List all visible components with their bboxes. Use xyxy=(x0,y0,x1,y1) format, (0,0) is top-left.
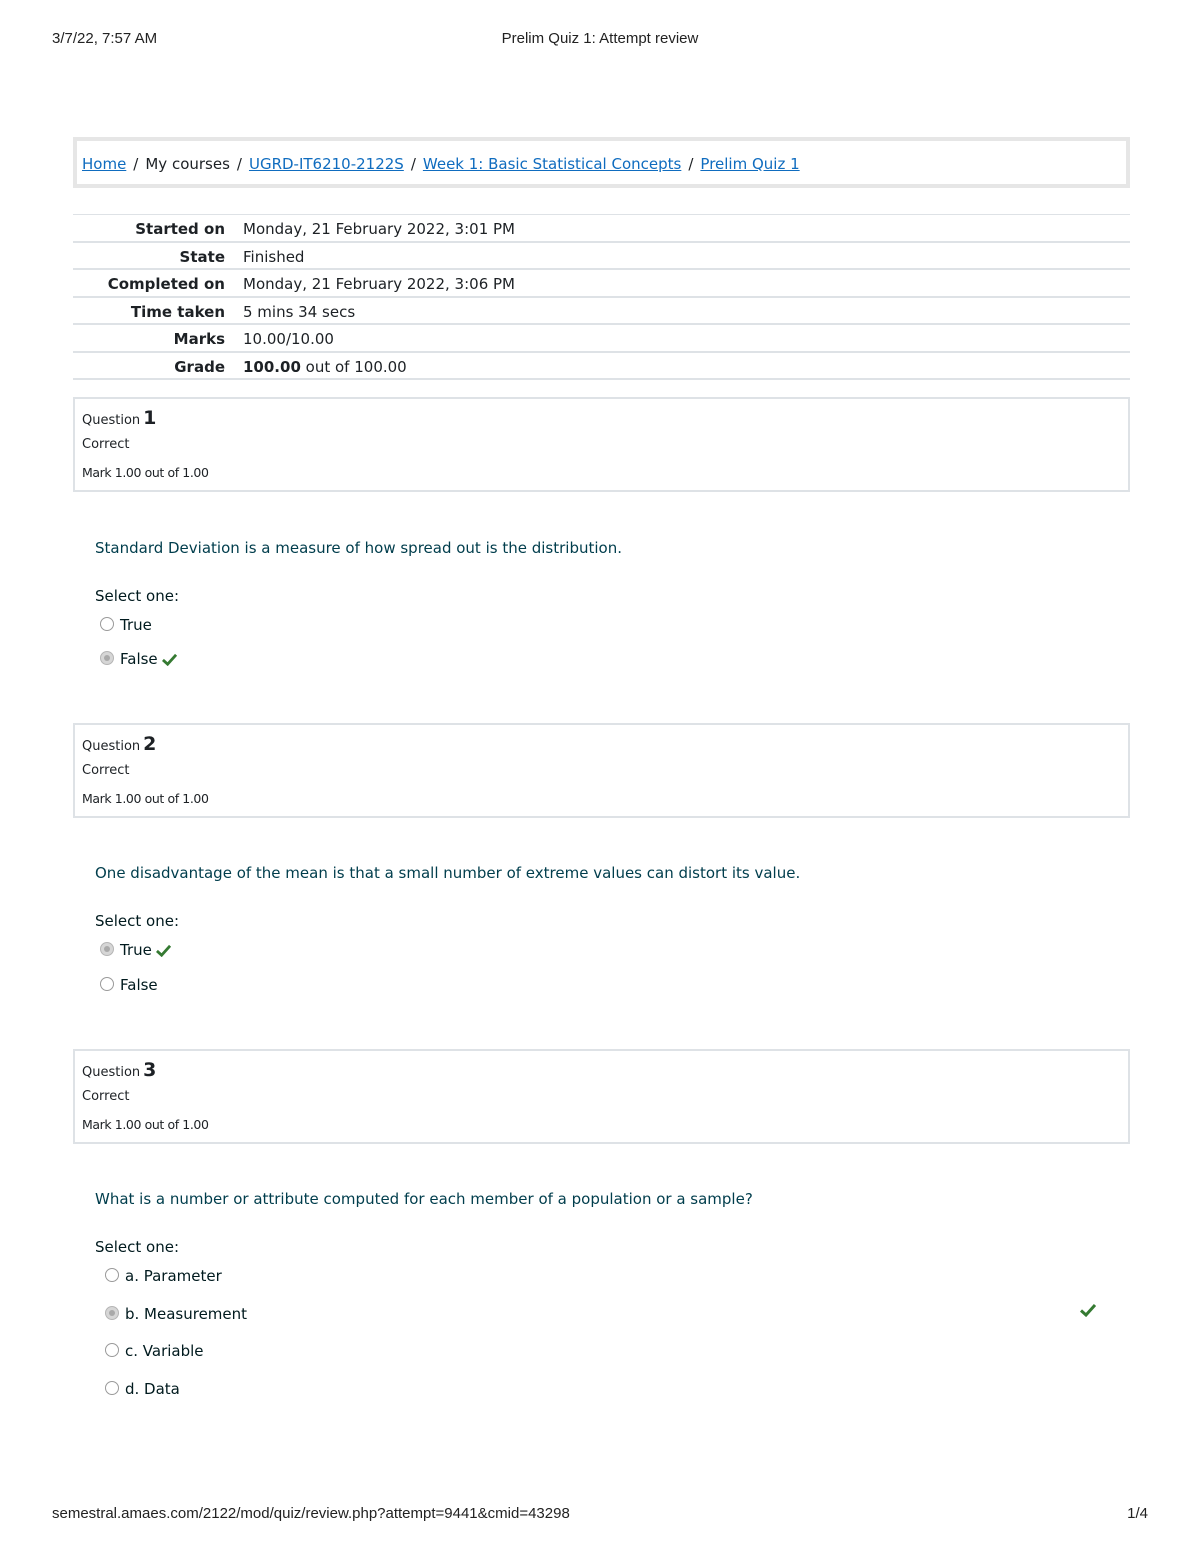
question-number xyxy=(82,407,156,429)
breadcrumb-home-link[interactable]: Home xyxy=(82,155,127,173)
question-grade: Mark 1.00 out of 1.00 xyxy=(82,791,209,806)
summary-value: Finished xyxy=(243,247,305,266)
summary-value: 5 mins 34 secs xyxy=(243,302,356,321)
answer-option-b[interactable] xyxy=(105,1305,247,1327)
breadcrumb xyxy=(73,137,1130,188)
summary-value xyxy=(243,358,407,376)
answer-option-false[interactable] xyxy=(100,976,158,998)
question-state: Correct xyxy=(82,437,130,452)
answer-option-false[interactable] xyxy=(100,650,177,672)
answer-option-true[interactable] xyxy=(100,616,152,638)
select-one-prompt: Select one: xyxy=(95,1238,180,1256)
summary-label: Marks xyxy=(173,330,225,348)
question-text-2: One disadvantage of the mean is that a small number of extreme values can distort its value. xyxy=(95,864,801,882)
select-one-prompt: Select one: xyxy=(95,912,180,930)
radio-button[interactable] xyxy=(105,1343,119,1357)
breadcrumb-my-courses: My courses xyxy=(145,155,230,173)
summary-row-started-on xyxy=(73,215,1130,243)
question-state: Correct xyxy=(82,763,130,778)
summary-label: Completed on xyxy=(107,275,225,293)
option-label: b. Measurement xyxy=(125,1305,248,1323)
question-num: 3 xyxy=(143,1059,157,1081)
option-label: c. Variable xyxy=(125,1342,204,1360)
option-label: False xyxy=(120,650,158,668)
option-label: a. Parameter xyxy=(125,1267,222,1285)
question-info-2 xyxy=(73,723,1130,818)
breadcrumb-quiz-link[interactable]: Prelim Quiz 1 xyxy=(700,155,800,173)
grade-out-of: out of 100.00 xyxy=(305,357,407,376)
breadcrumb-separator: / xyxy=(236,155,242,173)
summary-label: Time taken xyxy=(130,302,225,321)
option-label: True xyxy=(120,941,152,959)
summary-row-state xyxy=(73,243,1130,271)
summary-row-completed-on xyxy=(73,270,1130,298)
radio-button[interactable] xyxy=(105,1268,119,1282)
radio-button[interactable] xyxy=(100,617,114,631)
summary-row-time-taken xyxy=(73,298,1130,326)
radio-button[interactable] xyxy=(105,1381,119,1395)
print-header xyxy=(52,30,1148,50)
question-text-3: What is a number or attribute computed for each member of a population or a sample? xyxy=(95,1190,753,1208)
option-label: True xyxy=(120,616,152,634)
breadcrumb-separator: / xyxy=(410,155,416,173)
print-footer xyxy=(52,1505,1148,1525)
summary-label: State xyxy=(179,247,225,266)
question-info-3 xyxy=(73,1049,1130,1144)
question-number xyxy=(82,733,156,755)
breadcrumb-separator: / xyxy=(133,155,139,173)
breadcrumb-separator: / xyxy=(688,155,694,173)
question-num: 1 xyxy=(143,407,157,429)
summary-value: Monday, 21 February 2022, 3:01 PM xyxy=(243,220,515,238)
answer-option-a[interactable] xyxy=(105,1267,222,1289)
question-state: Correct xyxy=(82,1089,130,1104)
summary-row-marks xyxy=(73,325,1130,353)
question-label: Question xyxy=(82,413,141,428)
question-label: Question xyxy=(82,739,141,754)
option-label: False xyxy=(120,976,158,994)
summary-value: Monday, 21 February 2022, 3:06 PM xyxy=(243,275,515,293)
radio-button-selected[interactable] xyxy=(100,651,114,665)
radio-button[interactable] xyxy=(100,977,114,991)
breadcrumb-week-link[interactable]: Week 1: Basic Statistical Concepts xyxy=(422,155,682,173)
correct-check-icon xyxy=(156,944,171,957)
summary-label: Started on xyxy=(135,220,225,238)
summary-row-grade xyxy=(73,353,1130,381)
correct-check-icon xyxy=(1080,1303,1096,1317)
answer-option-c[interactable] xyxy=(105,1342,204,1364)
option-label: d. Data xyxy=(125,1380,180,1398)
question-info-1 xyxy=(73,397,1130,492)
correct-check-icon xyxy=(162,653,177,666)
answer-option-d[interactable] xyxy=(105,1380,180,1402)
radio-button-selected[interactable] xyxy=(105,1306,119,1320)
question-label: Question xyxy=(82,1065,141,1080)
select-one-prompt: Select one: xyxy=(95,587,180,605)
grade-score: 100.00 xyxy=(243,357,301,376)
print-url: semestral.amaes.com/2122/mod/quiz/review.php?attempt=9441&cmid=43298 xyxy=(52,1505,570,1522)
question-grade: Mark 1.00 out of 1.00 xyxy=(82,465,209,480)
question-number xyxy=(82,1059,156,1081)
radio-button-selected[interactable] xyxy=(100,942,114,956)
print-page-title: Prelim Quiz 1: Attempt review xyxy=(501,30,699,47)
print-date: 3/7/22, 7:57 AM xyxy=(52,30,158,47)
attempt-summary-table xyxy=(73,214,1130,380)
summary-label: Grade xyxy=(174,357,225,376)
print-page-number: 1/4 xyxy=(1127,1505,1148,1522)
summary-value: 10.00/10.00 xyxy=(243,330,334,348)
answer-option-true[interactable] xyxy=(100,941,171,963)
question-text-1: Standard Deviation is a measure of how spread out is the distribution. xyxy=(95,539,622,557)
question-num: 2 xyxy=(143,733,157,755)
question-grade: Mark 1.00 out of 1.00 xyxy=(82,1117,209,1132)
breadcrumb-course-link[interactable]: UGRD-IT6210-2122S xyxy=(248,155,404,173)
